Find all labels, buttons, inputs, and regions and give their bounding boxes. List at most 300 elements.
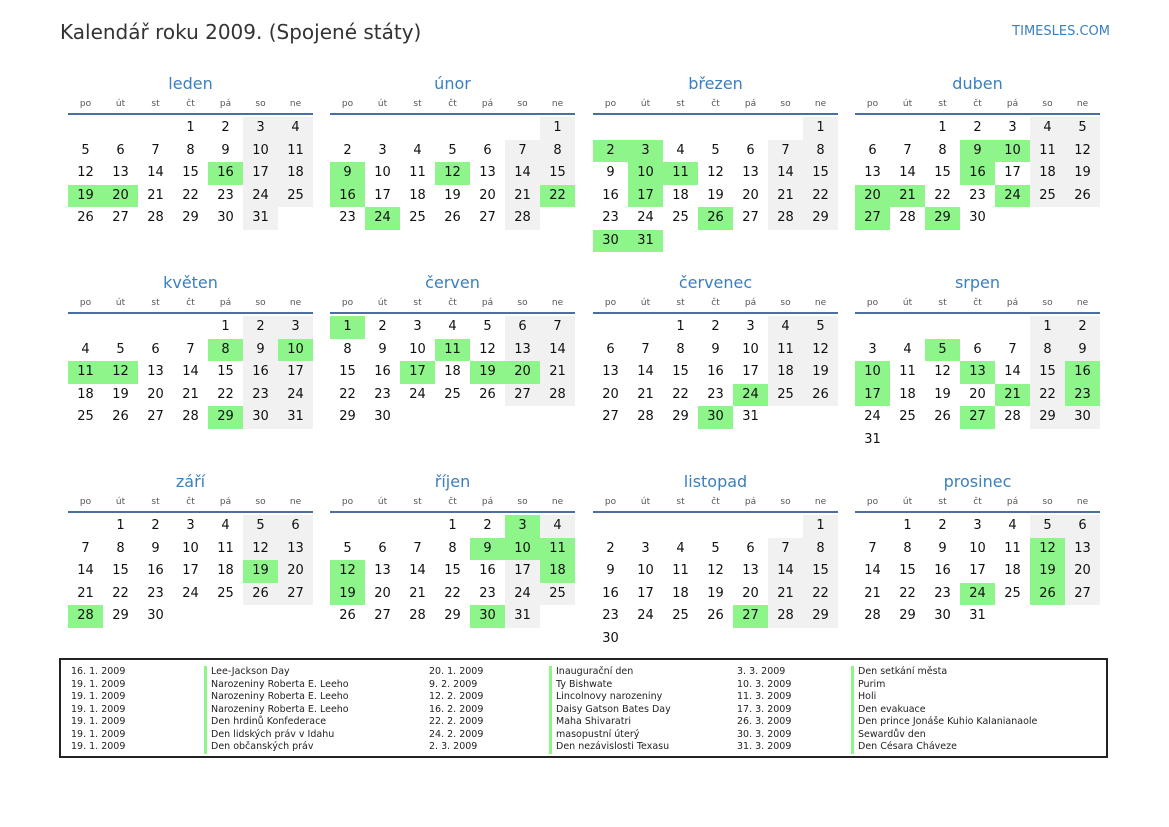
day-cell-empty: [1030, 207, 1065, 230]
day-cell-weekend: 19: [1065, 162, 1100, 185]
week-row: [68, 207, 313, 230]
day-cell: 5: [448, 142, 457, 158]
week-row: [68, 140, 313, 163]
day-cell-weekend: 17: [278, 361, 313, 384]
legend-holiday-name: Sewardův den: [858, 728, 926, 740]
day-cell-holiday: 10: [278, 339, 313, 362]
day-cell: 31: [969, 608, 986, 623]
day-cell: 25: [899, 409, 916, 424]
day-cell: 12: [934, 364, 951, 379]
legend-holiday-name: Den nezávislosti Texasu: [556, 741, 670, 752]
day-cell: 28: [409, 608, 426, 623]
day-cell-empty: [540, 207, 575, 230]
weekday-label: pá: [481, 298, 494, 308]
legend-date: 16. 1. 2009: [71, 666, 126, 677]
day-cell: 3: [1008, 120, 1017, 135]
day-cell: 17: [637, 585, 654, 601]
day-cell-empty: [663, 230, 698, 253]
weekday-label: ne: [551, 99, 564, 109]
month-name: září: [175, 472, 206, 491]
day-cell: 11: [899, 364, 916, 379]
day-cell: 12: [707, 165, 724, 180]
day-cell: 8: [938, 142, 947, 158]
day-cell: 3: [746, 319, 755, 334]
day-cell: 28: [147, 210, 164, 225]
day-cell: 14: [1004, 364, 1021, 379]
weekday-label: so: [780, 497, 791, 507]
month-divider: [593, 113, 838, 115]
day-cell-weekend: 7: [540, 316, 575, 339]
day-cell-empty: [995, 429, 1030, 452]
day-cell-empty: [995, 207, 1030, 230]
day-cell: 15: [339, 364, 356, 379]
day-cell-weekend: 11: [768, 339, 803, 362]
day-cell-empty: [925, 429, 960, 452]
legend-date: 19. 1. 2009: [71, 728, 126, 740]
weekday-label: ne: [814, 99, 827, 109]
day-cell: 2: [483, 518, 492, 533]
legend-date: 9. 2. 2009: [429, 678, 478, 690]
weekday-header: [330, 295, 575, 311]
day-cell: 1: [186, 120, 195, 135]
weekday-header: [68, 96, 313, 112]
day-cell-holiday: 20: [103, 185, 138, 208]
day-cell-empty: [733, 117, 768, 140]
weekday-label: ne: [1076, 298, 1089, 308]
day-cell-empty: [855, 117, 890, 140]
day-cell-empty: [435, 406, 470, 429]
day-cell: 24: [182, 585, 199, 601]
day-cell-weekend: 8: [803, 538, 838, 561]
day-cell: 9: [938, 540, 947, 556]
weekday-label: čt: [448, 497, 457, 507]
week-row: [593, 207, 838, 230]
day-cell-holiday: 16: [1065, 361, 1100, 384]
day-cell-holiday: 10: [855, 361, 890, 384]
day-cell-empty: [698, 515, 733, 538]
week-row: [593, 406, 838, 429]
weekday-header: [593, 96, 838, 112]
weekday-label: pá: [219, 298, 232, 308]
page-title: Kalendář roku 2009. (Spojené státy): [60, 20, 422, 44]
weekday-label: st: [676, 497, 685, 507]
weekday-header: [855, 295, 1100, 311]
day-cell: 25: [672, 210, 689, 225]
day-cell: 19: [707, 585, 724, 601]
week-row: [68, 583, 313, 606]
day-cell-weekend: 3: [278, 316, 313, 339]
day-cell-empty: [400, 117, 435, 140]
day-cell: 7: [868, 540, 877, 556]
day-cell: 18: [409, 187, 426, 203]
day-cell-holiday: 16: [960, 162, 995, 185]
legend-date: 19. 1. 2009: [71, 678, 126, 690]
day-cell: 10: [182, 540, 199, 556]
weekday-label: ne: [814, 497, 827, 507]
day-cell-empty: [365, 117, 400, 140]
week-row: [593, 628, 838, 651]
day-cell-holiday: 10: [505, 538, 540, 561]
day-cell: 13: [479, 165, 496, 180]
week-row: [855, 140, 1100, 163]
day-cell-weekend: 22: [803, 583, 838, 606]
month-block: [593, 470, 838, 650]
day-cell: 22: [339, 386, 356, 402]
legend-holiday-name: Den lidských práv v Idahu: [211, 728, 335, 740]
day-cell: 15: [182, 165, 199, 180]
day-cell: 26: [77, 210, 94, 225]
weekday-label: st: [413, 99, 422, 109]
day-cell-holiday: 18: [540, 560, 575, 583]
legend-holiday-name: Ty Bishwate: [556, 678, 613, 690]
day-cell: 1: [448, 518, 457, 533]
day-cell-weekend: 25: [768, 384, 803, 407]
day-cell-empty: [803, 406, 838, 429]
site-brand-link[interactable]: TIMESLES.COM: [1012, 24, 1110, 39]
day-cell: 3: [973, 518, 982, 533]
weekday-label: út: [640, 99, 651, 109]
weekday-label: so: [1042, 298, 1053, 308]
day-cell: 19: [112, 386, 129, 402]
day-cell: 20: [374, 585, 391, 601]
day-cell: 23: [707, 386, 724, 402]
weekday-header: [855, 494, 1100, 510]
day-cell-empty: [103, 316, 138, 339]
week-row: [855, 429, 1100, 452]
week-row: [855, 605, 1100, 628]
day-cell-weekend: 20: [1065, 560, 1100, 583]
day-cell-empty: [278, 207, 313, 230]
day-cell-holiday: 19: [1030, 560, 1065, 583]
day-cell: 22: [217, 386, 234, 402]
weekday-label: pá: [1006, 99, 1019, 109]
legend-names-col-1: [204, 666, 349, 754]
day-cell-weekend: 10: [243, 140, 278, 163]
day-cell-weekend: 14: [505, 162, 540, 185]
day-cell: 13: [864, 165, 881, 180]
day-cell-weekend: 6: [1065, 515, 1100, 538]
legend-holiday-name: Inaugurační den: [556, 666, 634, 677]
day-cell-weekend: 6: [505, 316, 540, 339]
day-cell-holiday: 19: [330, 583, 365, 606]
day-cell-weekend: 12: [243, 538, 278, 561]
day-cell: 1: [938, 120, 947, 135]
day-cell: 28: [637, 409, 654, 424]
day-cell: 15: [934, 165, 951, 180]
week-row: [593, 339, 838, 362]
day-cell-weekend: 30: [243, 406, 278, 429]
month-block: [330, 271, 575, 429]
day-cell-empty: [505, 406, 540, 429]
day-cell: 2: [378, 319, 387, 334]
day-cell-empty: [995, 605, 1030, 628]
day-cell: 8: [343, 341, 352, 357]
day-cell-weekend: 15: [1030, 361, 1065, 384]
day-cell-weekend: 5: [803, 316, 838, 339]
week-row: [593, 316, 838, 339]
day-cell-weekend: 5: [1030, 515, 1065, 538]
day-cell: 4: [448, 319, 457, 334]
day-cell-weekend: 22: [1030, 384, 1065, 407]
week-row: [68, 117, 313, 140]
day-cell-empty: [768, 406, 803, 429]
day-cell: 6: [116, 142, 125, 158]
day-cell-weekend: 6: [278, 515, 313, 538]
day-cell-weekend: 22: [803, 185, 838, 208]
day-cell: 29: [112, 608, 129, 623]
day-cell: 14: [409, 563, 426, 578]
day-cell: 28: [899, 210, 916, 225]
day-cell: 23: [602, 210, 619, 225]
day-cell-weekend: 13: [505, 339, 540, 362]
day-cell: 24: [637, 210, 654, 225]
day-cell-empty: [663, 117, 698, 140]
day-cell-empty: [628, 515, 663, 538]
day-cell-weekend: 8: [1030, 339, 1065, 362]
day-cell-weekend: 7: [505, 140, 540, 163]
day-cell-weekend: 9: [243, 339, 278, 362]
day-cell: 12: [77, 165, 94, 180]
day-cell-empty: [1030, 429, 1065, 452]
legend-holiday-name: Lincolnovy narozeniny: [556, 691, 663, 702]
day-cell-holiday: 24: [365, 207, 400, 230]
day-cell-empty: [663, 628, 698, 651]
legend-date: 12. 2. 2009: [429, 691, 484, 702]
day-cell-empty: [1065, 605, 1100, 628]
day-cell-holiday: 21: [995, 384, 1030, 407]
day-cell: 18: [899, 386, 916, 402]
day-cell-weekend: 1: [540, 117, 575, 140]
weekday-label: pá: [1006, 497, 1019, 507]
day-cell: 20: [479, 187, 496, 203]
month-block: [593, 72, 838, 252]
day-cell-weekend: 26: [243, 583, 278, 606]
week-row: [593, 515, 838, 538]
legend-date: 22. 2. 2009: [429, 716, 484, 727]
month-divider: [330, 511, 575, 513]
week-row: [330, 560, 575, 583]
legend-holiday-name: Daisy Gatson Bates Day: [556, 703, 671, 715]
week-row: [330, 316, 575, 339]
week-row: [68, 406, 313, 429]
day-cell: 29: [339, 409, 356, 424]
day-cell: 4: [676, 540, 685, 556]
weekday-label: út: [115, 497, 126, 507]
day-cell: 16: [602, 585, 619, 601]
day-cell: 25: [444, 386, 461, 402]
day-cell-weekend: 1: [803, 117, 838, 140]
day-cell: 17: [1004, 165, 1021, 180]
day-cell-weekend: 24: [243, 185, 278, 208]
day-cell-empty: [243, 605, 278, 628]
weekday-label: pá: [219, 497, 232, 507]
day-cell: 9: [151, 540, 160, 556]
day-cell-weekend: 28: [540, 384, 575, 407]
weekday-label: so: [255, 99, 266, 109]
day-cell-holiday: 17: [400, 361, 435, 384]
day-cell-holiday: 19: [470, 361, 505, 384]
day-cell: 8: [116, 540, 125, 556]
day-cell-holiday: 3: [628, 140, 663, 163]
week-row: [855, 538, 1100, 561]
day-cell-weekend: 24: [278, 384, 313, 407]
weekday-label: po: [866, 298, 879, 308]
weekday-label: pá: [744, 99, 757, 109]
day-cell-weekend: 4: [1030, 117, 1065, 140]
day-cell-holiday: 17: [855, 384, 890, 407]
day-cell: 25: [77, 409, 94, 424]
day-cell-weekend: 18: [278, 162, 313, 185]
day-cell: 13: [112, 165, 129, 180]
legend-date: 24. 2. 2009: [429, 728, 484, 740]
day-cell-holiday: 31: [628, 230, 663, 253]
day-cell-weekend: 18: [768, 361, 803, 384]
day-cell: 5: [81, 142, 90, 158]
day-cell: 9: [711, 341, 720, 357]
day-cell-weekend: 14: [768, 560, 803, 583]
month-name: červenec: [678, 273, 753, 292]
day-cell-weekend: 1: [1030, 316, 1065, 339]
day-cell: 22: [672, 386, 689, 402]
weekday-label: st: [676, 99, 685, 109]
day-cell-empty: [768, 117, 803, 140]
day-cell: 5: [343, 540, 352, 556]
day-cell-weekend: 27: [1065, 583, 1100, 606]
day-cell-holiday: 26: [1030, 583, 1065, 606]
day-cell: 25: [672, 608, 689, 623]
day-cell: 27: [602, 409, 619, 424]
week-row: [593, 185, 838, 208]
legend-date: 11. 3. 2009: [737, 691, 792, 702]
day-cell-empty: [330, 515, 365, 538]
day-cell-empty: [733, 515, 768, 538]
day-cell-holiday: 12: [1030, 538, 1065, 561]
legend-holiday-name: Den hrdinů Konfederace: [211, 716, 327, 727]
weekday-label: út: [640, 497, 651, 507]
day-cell: 13: [374, 563, 391, 578]
day-cell-holiday: 21: [890, 185, 925, 208]
day-cell-weekend: 5: [243, 515, 278, 538]
weekday-label: so: [780, 298, 791, 308]
day-cell: 2: [938, 518, 947, 533]
day-cell: 14: [864, 563, 881, 578]
day-cell: 14: [637, 364, 654, 379]
weekday-label: po: [604, 99, 617, 109]
weekday-label: so: [780, 99, 791, 109]
week-row: [68, 560, 313, 583]
legend-holiday-name: Lee-Jackson Day: [211, 666, 290, 677]
day-cell-weekend: 4: [768, 316, 803, 339]
day-cell: 6: [151, 341, 160, 357]
day-cell-holiday: 27: [855, 207, 890, 230]
weekday-label: pá: [1006, 298, 1019, 308]
week-row: [593, 230, 838, 253]
weekday-label: so: [1042, 99, 1053, 109]
day-cell: 29: [899, 608, 916, 623]
day-cell: 11: [1004, 540, 1021, 556]
day-cell-weekend: 31: [243, 207, 278, 230]
day-cell-holiday: 22: [540, 185, 575, 208]
day-cell-empty: [1065, 207, 1100, 230]
day-cell: 6: [746, 142, 755, 158]
day-cell-weekend: 5: [1065, 117, 1100, 140]
day-cell: 7: [81, 540, 90, 556]
week-row: [855, 583, 1100, 606]
day-cell: 7: [903, 142, 912, 158]
day-cell: 22: [934, 187, 951, 203]
holiday-legend: [59, 658, 1108, 758]
month-divider: [68, 113, 313, 115]
day-cell-empty: [593, 515, 628, 538]
day-cell-empty: [138, 316, 173, 339]
week-row: [330, 117, 575, 140]
day-cell-holiday: 12: [103, 361, 138, 384]
weekday-label: čt: [711, 298, 720, 308]
day-cell: 17: [182, 563, 199, 578]
month-divider: [330, 113, 575, 115]
day-cell: 20: [742, 187, 759, 203]
weekday-label: st: [151, 497, 160, 507]
day-cell: 16: [479, 563, 496, 578]
day-cell: 25: [409, 210, 426, 225]
day-cell: 2: [973, 120, 982, 135]
day-cell-weekend: 26: [1065, 185, 1100, 208]
day-cell-weekend: 16: [243, 361, 278, 384]
day-cell-weekend: 29: [803, 207, 838, 230]
day-cell-empty: [855, 515, 890, 538]
day-cell-weekend: 21: [540, 361, 575, 384]
day-cell: 13: [742, 563, 759, 578]
weekday-label: st: [938, 99, 947, 109]
month-block: [330, 72, 575, 230]
day-cell: 15: [217, 364, 234, 379]
week-row: [855, 361, 1100, 384]
week-row: [593, 560, 838, 583]
month-name: prosinec: [943, 472, 1012, 491]
day-cell-empty: [698, 117, 733, 140]
month-block: [68, 470, 313, 628]
day-cell: 21: [864, 585, 881, 601]
weekday-label: čt: [711, 497, 720, 507]
day-cell-holiday: 19: [68, 185, 103, 208]
day-cell: 5: [483, 319, 492, 334]
legend-date: 17. 3. 2009: [737, 703, 792, 715]
day-cell: 6: [483, 142, 492, 158]
week-row: [330, 162, 575, 185]
month-block: [855, 72, 1100, 230]
day-cell: 6: [606, 341, 615, 357]
weekday-label: so: [1042, 497, 1053, 507]
day-cell: 17: [969, 563, 986, 578]
day-cell: 26: [707, 608, 724, 623]
day-cell: 17: [374, 187, 391, 203]
week-row: [68, 185, 313, 208]
weekday-label: st: [938, 298, 947, 308]
day-cell-empty: [540, 406, 575, 429]
day-cell-weekend: 9: [1065, 339, 1100, 362]
day-cell: 31: [864, 431, 881, 447]
week-row: [330, 361, 575, 384]
weekday-header: [330, 494, 575, 510]
day-cell: 10: [374, 165, 391, 180]
legend-date: 2. 3. 2009: [429, 741, 478, 752]
week-row: [593, 162, 838, 185]
weekday-label: út: [902, 99, 913, 109]
day-cell: 29: [672, 409, 689, 424]
day-cell: 2: [221, 120, 230, 135]
day-cell-empty: [1065, 429, 1100, 452]
day-cell: 14: [77, 563, 94, 578]
